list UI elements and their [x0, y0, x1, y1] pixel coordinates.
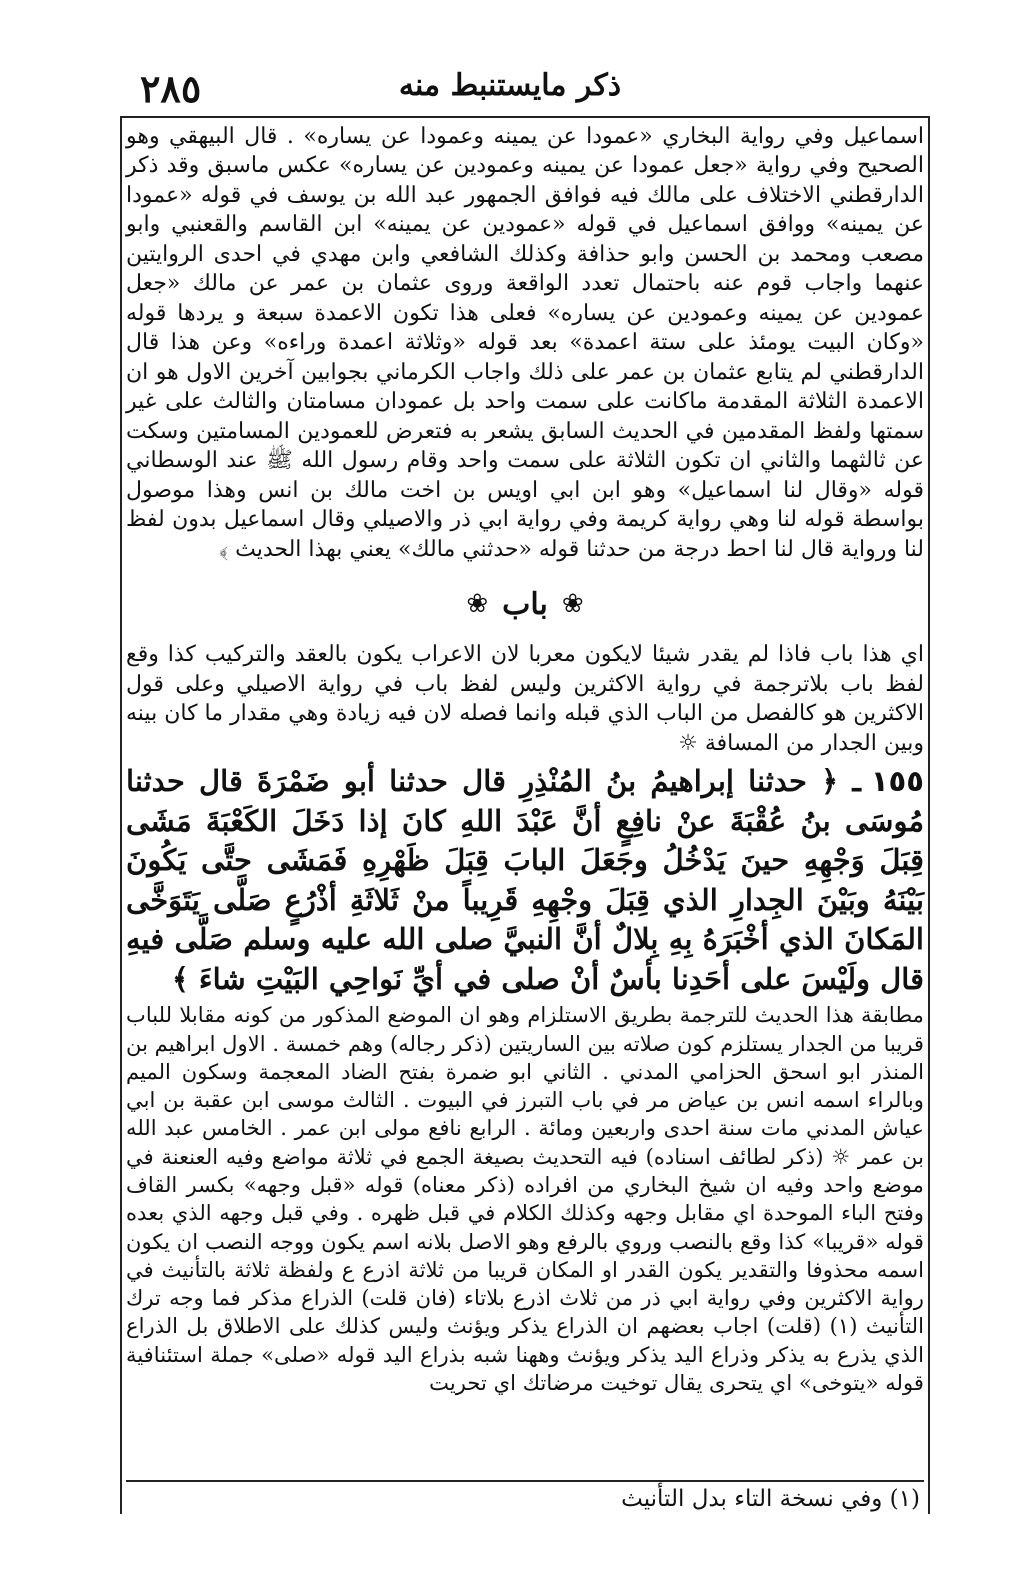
bab-title: باب	[502, 586, 548, 622]
commentary-top: اسماعيل وفي رواية البخاري «عمودا عن يمينه وعمودا عن يساره» . قال البيهقي وهو الصحيح وفي رواية «جعل عمودا عن يمينه وعمودين عن يساره» عكس ماسبق وقد ذكر الدارقطني الاختلاف على مالك فيه فوافق الجمهور عبد الله بن يوسف في قوله «عمودا عن يمينه» ووافق اسماعيل في قوله «عمودين عن يمينه» ابن القاسم والقعنبي وابو مصعب ومحمد بن الحسن وابو حذافة وكذلك الشافعي وابن مهدي في احدى الروايتين عنهما واجاب قوم عنه باحتمال تعدد الواقعة وروى عثمان بن عمر عن مالك «جعل عمودين عن يمينه وعمودين عن يساره» فعلى هذا تكون الاعمدة سبعة و يردها قوله «وكان البيت يومئذ على ستة اعمدة» بعد قوله «وثلاثة اعمدة وراءه» وعن هذا قال الدارقطني لم يتابع عثمان بن عمر على ذلك واجاب الكرماني بجوابين آخرين الاول هو ان الاعمدة الثلاثة المقدمة ماكانت على سمت واحد بل عمودان مسامتان والثالث على غير سمتها ولفظ المقدمين في الحديث السابق يشعر به فتعرض للعمودين المسامتين وسكت عن ثالثهما والثاني ان تكون الثلاثة على سمت واحد وقام رسول الله ﷺ عند الوسطاني قوله «وقال لنا اسماعيل» وهو ابن ابي اويس بن اخت مالك بن انس وهذا موصول بواسطة قوله لنا وهي رواية كريمة وفي رواية ابي ذر والاصيلي وقال اسماعيل بدون لفظ لنا ورواية قال لنا احط درجة من حدثنا قوله «حدثني مالك» يعني بهذا الحديث ﴾	[126, 124, 924, 562]
ornament-left-icon: ❀	[466, 589, 489, 620]
page-body	[126, 122, 924, 1397]
page-number: ٢٨٥	[140, 66, 202, 111]
ornament-right-icon: ❀	[561, 589, 584, 620]
commentary-bottom: مطابقة هذا الحديث للترجمة بطريق الاستلزام وهو ان الموضع المذكور من كونه مقابلا للباب قريبا من الجدار يستلزم كون صلاته بين الساريتين (ذكر رجاله) وهم خمسة . الاول ابراهيم بن المنذر ابو اسحق الحزامي المدني . الثاني ابو ضمرة بفتح الضاد المعجمة وسكون الميم وبالراء اسمه انس بن عياض مر في باب التبرز في البيوت . الثالث موسى ابن عقبة بن ابي عياش المدني مات سنة احدى واربعين ومائة . الرابع نافع مولى ابن عمر . الخامس عبد الله بن عمر ☼ (ذكر لطائف اسناده) فيه التحديث بصيغة الجمع في ثلاثة مواضع وفيه العنعنة في موضع واحد وفيه ان شيخ البخاري من افراده (ذكر معناه) قوله «قبل وجهه» بكسر القاف وفتح الباء الموحدة اي مقابل وجهه وكذلك الكلام في قبل ظهره . وفي قبل وجهه الذي بعده قوله «قريبا» كذا وقع بالنصب وروي بالرفع وهو الاصل بلانه اسم يكون ووجه النصب ان يكون اسمه محذوفا والتقدير يكون القدر او المكان قريبا من ثلاثة اذرع ع ولفظة ثلاثة بالتأنيث في رواية الاكثرين وفي رواية ابي ذر من ثلاث اذرع بلاتاء (فان قلت) الذراع مذكر فما وجه ترك التأنيث (١) (قلت) اجاب بعضهم ان الذراع يذكر ويؤنث وليس كذلك على الاطلاق بل الذراع الذي يذرع به يذكر وذراع اليد يذكر ويؤنث وههنا شبه بذراع اليد قوله «صلى» جملة استئنافية قوله «يتوخى» اي يتحرى يقال توخيت مرضاتك اي تحريت	[126, 1002, 924, 1396]
running-title: ذكر مايستنبط منه	[398, 68, 622, 103]
hadith-text-block	[126, 762, 924, 999]
footnote: (١) وفي نسخة التاء بدل التأنيث	[621, 1486, 920, 1512]
footnote-rule	[126, 1480, 924, 1482]
hadith-number: ١٥٥	[870, 764, 924, 799]
page-header	[110, 62, 910, 114]
bab-heading	[126, 570, 924, 638]
bab-commentary: اي هذا باب فاذا لم يقدر شيئا لايكون معربا لان الاعراب يكون بالعقد والتركيب كذا وقع لفظ باب بلاترجمة في رواية الاكثرين وليس لفظ باب في رواية الاصيلي وعلى قول الاكثرين هو كالفصل من الباب الذي قبله وانما فصله لان فيه زيادة وهي مقدار ما كان بينه وبين الجدار من المسافة ☼	[126, 642, 924, 756]
hadith-text: ـ ﴿ حدثنا إبراهيمُ بنُ المُنْذِرِ قال حدثنا أبو ضَمْرَةَ قال حدثنا مُوسَى بنُ عُقْبَةَ عنْ نافِعٍ أنَّ عَبْدَ اللهِ كانَ إذا دَخَلَ الكَعْبَةَ مَشَى قِبَلَ وَجْهِهِ حينَ يَدْخُلُ وجَعَلَ البابَ قِبَلَ ظَهْرِهِ فَمَشَى حتَّى يَكُونَ بَيْنَهُ وبَيْنَ الجِدارِ الذي قِبَلَ وجْهِهِ قَرِيباً منْ ثَلاثَةِ أذْرُعٍ صَلَّى يَتَوَخَّى المَكانَ الذي أخْبَرَهُ بِهِ بِلالٌ أنَّ النبيَّ صلى الله عليه وسلم صَلَّى فيهِ قال ولَيْسَ على أحَدِنا بأسٌ أنْ صلى في أيِّ نَواحِي البَيْتِ شاءَ ﴾	[126, 764, 924, 996]
